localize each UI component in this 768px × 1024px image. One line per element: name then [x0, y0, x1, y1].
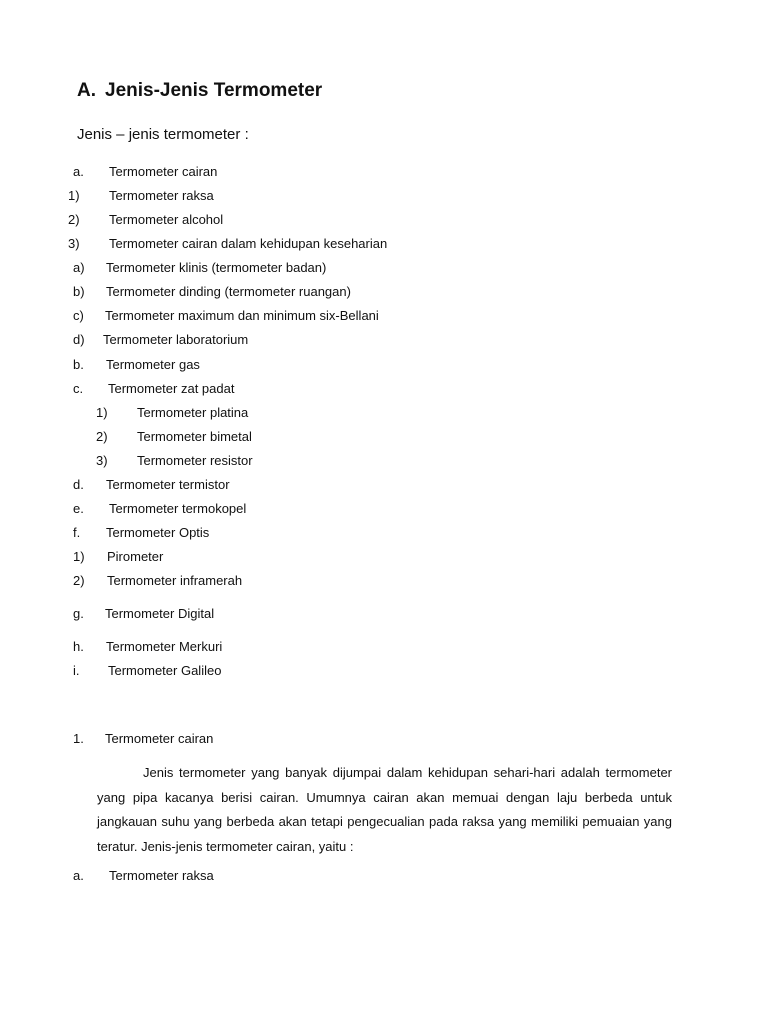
list-text: Termometer Digital	[105, 606, 215, 621]
list-marker: h.	[73, 639, 84, 654]
list-marker: d.	[73, 477, 84, 492]
list-text: Termometer gas	[106, 357, 200, 372]
list-marker: a.	[73, 164, 84, 179]
list-marker: c)	[73, 308, 84, 323]
list-text: Termometer raksa	[109, 188, 214, 203]
list-text: Pirometer	[107, 549, 164, 564]
list-text: Termometer bimetal	[137, 429, 252, 444]
list-text: Termometer dinding (termometer ruangan)	[106, 284, 351, 299]
list-marker: 1)	[96, 405, 108, 420]
list-text: Termometer termistor	[106, 477, 230, 492]
list-marker: 1)	[68, 188, 80, 203]
list-marker: c.	[73, 381, 84, 396]
list-text: Termometer platina	[137, 405, 249, 420]
list-text: Termometer maximum dan minimum six-Bellani	[105, 308, 379, 323]
list-text: Termometer laboratorium	[103, 332, 249, 347]
list-text: Termometer resistor	[137, 453, 253, 468]
list-marker: 1)	[73, 549, 85, 564]
list-marker: a.	[73, 868, 84, 883]
list-marker: 2)	[68, 212, 80, 227]
section-heading	[77, 80, 322, 102]
list-text: Termometer Galileo	[108, 663, 222, 678]
list-text: Termometer cairan dalam kehidupan keseharian	[109, 236, 388, 251]
list-marker: i.	[73, 663, 80, 678]
section-title-text: Termometer cairan	[105, 731, 214, 746]
list-text: Termometer Optis	[106, 525, 210, 540]
paragraph-text: Jenis termometer yang banyak dijumpai dalam kehidupan sehari-hari adalah termometer yang pipa kacanya berisi cairan. Umumnya cairan akan memuai dengan laju berbeda untuk jangkauan suhu yang berbeda akan tetapi pengecualian pada raksa yang memiliki pemuaian yang teratur. Jenis-jenis termometer cairan, yaitu :	[97, 765, 672, 854]
heading-title: Jenis-Jenis Termometer	[105, 80, 323, 101]
list-text: Termometer Merkuri	[106, 639, 223, 654]
list-marker: f.	[73, 525, 81, 540]
body-paragraph	[97, 761, 672, 859]
list-intro: Jenis – jenis termometer :	[77, 126, 249, 143]
list-text: Termometer alcohol	[109, 212, 224, 227]
list-text: Termometer inframerah	[107, 573, 243, 588]
list-marker: e.	[73, 501, 84, 516]
list-marker: a)	[73, 260, 85, 275]
list-marker: 3)	[68, 236, 80, 251]
list-text: Termometer klinis (termometer badan)	[106, 260, 327, 275]
list-marker: 3)	[96, 453, 108, 468]
section-marker: 1.	[73, 731, 84, 746]
list-text: Termometer raksa	[109, 868, 214, 883]
list-marker: b)	[73, 284, 85, 299]
list-text: Termometer zat padat	[108, 381, 235, 396]
list-marker: g.	[73, 606, 84, 621]
list-marker: d)	[73, 332, 85, 347]
list-text: Termometer cairan	[109, 164, 218, 179]
list-marker: b.	[73, 357, 84, 372]
list-text: Termometer termokopel	[109, 501, 247, 516]
heading-number: A.	[77, 80, 96, 101]
list-marker: 2)	[73, 573, 85, 588]
list-marker: 2)	[96, 429, 108, 444]
